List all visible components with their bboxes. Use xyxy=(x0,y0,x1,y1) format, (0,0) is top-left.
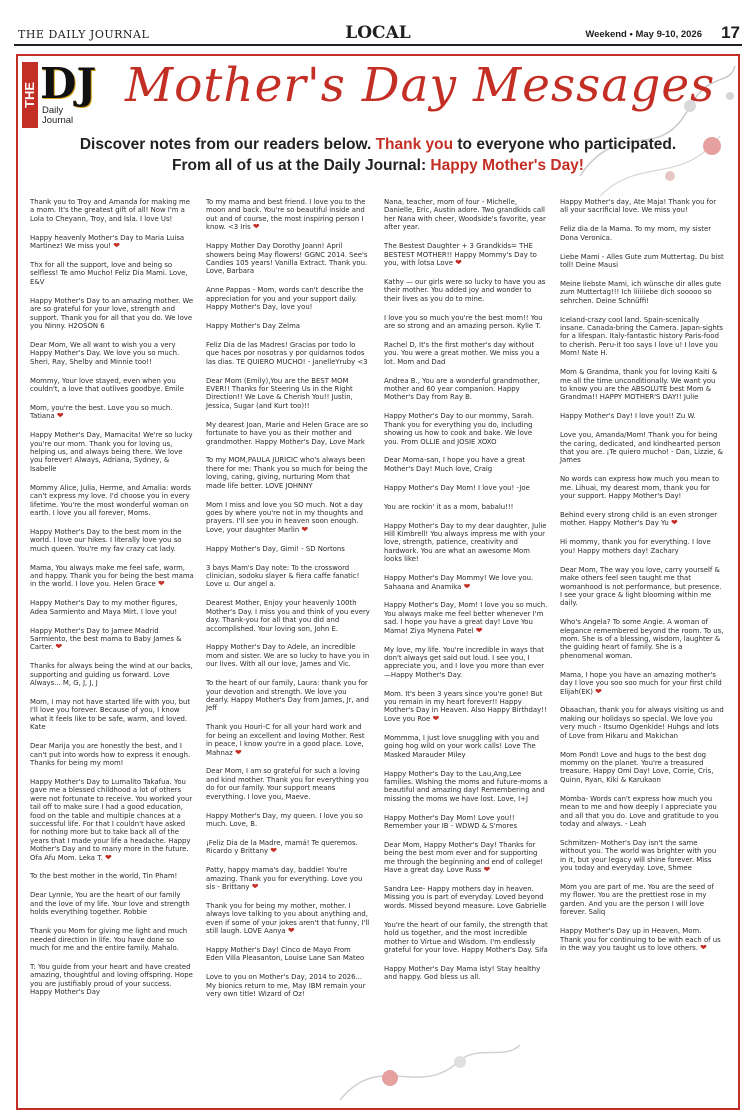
message-item xyxy=(384,278,548,303)
message-item xyxy=(206,643,370,668)
message-item xyxy=(560,883,724,917)
tagline-part1: Discover notes from our readers below. xyxy=(79,136,376,153)
message-text: Happy Mother's Day! Cinco de Mayo From Eden Villa Pleasanton, Louise Lane San Mateo xyxy=(206,946,365,963)
message-text: Meine liebste Mami, ich wünsche dir alles gute zum Muttertag!!! Ich liiiiiebe dich sooooo so sehrchen. Deine Schnüffi! xyxy=(560,279,722,305)
tagline-thank-you: Thank you xyxy=(375,136,454,153)
message-text: Mom. It's been 3 years since you're gone! But you remain in my heart forever!! Happy Mother's Day in Heaven. Also Happy Birthday!! Love you Roe xyxy=(384,689,547,723)
message-item xyxy=(384,503,548,511)
message-item xyxy=(30,198,194,223)
message-item xyxy=(560,431,724,465)
message-item xyxy=(30,377,194,394)
message-text: You're the heart of our family, the strength that hold us together, and the most incredible mother to Virtue and Wisdom. I'm endlessly grateful for your love. Happy Mother's Day. Sifa xyxy=(384,920,548,954)
message-text: Happy Mother's Day to my dear daughter, Julie Hill Kimbrell! You always impress me with your love, strength, patience, creativity and hardwork. You are what an awesome Mom looks like! xyxy=(384,521,547,564)
message-item xyxy=(384,484,548,492)
message-text: Mom, I may not have started life with you, but I'll love you forever. Because of you, I know what it feels like to be safe, warm, and loved. Kate xyxy=(30,698,191,732)
logo-line2: Journal xyxy=(42,115,74,126)
message-item xyxy=(30,484,194,518)
heart-icon: ❤ xyxy=(455,257,462,267)
message-text: Nana, teacher, mom of four - Michelle, Danielle, Eric, Austin adore. Two grandkids call her Nana with cheer, Woodside's favorite, year after year. xyxy=(384,198,546,232)
message-item xyxy=(206,902,370,936)
message-text: Kathy — our girls were so lucky to have you as their mother. You added joy and wonder to their lives as you do to mine. xyxy=(384,277,546,303)
message-text: Iceland-crazy cool land. Spain-scenically insane. Canada-bring the Camera. Japan-sights for a lifespan. Italy-fantastic history Paris-food to cherish. Peru-it too says I love u! I love you Mom! Nate H. xyxy=(560,315,724,358)
message-item xyxy=(384,574,548,591)
message-item xyxy=(384,965,548,982)
message-text: Happy Mother's Day, Gimi! - SD Nortons xyxy=(206,544,345,553)
message-item xyxy=(384,814,548,831)
message-text: Thx for all the support, love and being so selfless! Te amo Mucho! Feliz Dia Mami. Love, E&V xyxy=(30,261,188,286)
message-text: Andrea B., You are a wonderful grandmother, mother and 60 year companion. Happy Mother's Day from Ray B. xyxy=(384,376,540,402)
paper-name: THE DAILY JOURNAL xyxy=(18,28,150,41)
message-item xyxy=(560,368,724,402)
message-item xyxy=(206,341,370,366)
message-text: My dearest Joan, Marie and Helen Grace are so fortunate to have you as their mother and grandmother. Happy Mother's Day, Love Mark xyxy=(206,420,369,446)
message-text: Mama, I hope you have an amazing mother's day I love you soo soo much for your first child Elijah(EK) xyxy=(560,670,722,696)
message-text: Happy Mother's Day Mommy! We love you. Sahaana and Anamika xyxy=(384,574,534,591)
message-text: T: You guide from your heart and have created amazing, thoughtful and loving offspring. Hope you are justifiably proud of your success. Happy Mother's Day xyxy=(30,962,193,997)
message-item xyxy=(384,690,548,724)
heart-icon: ❤ xyxy=(113,241,120,251)
message-item xyxy=(30,261,194,286)
message-text: Happy Mother's Day to the Lau,Ang,Lee families. Wishing the moms and future-moms a beautiful and amazing day! Remembering and missing the moms we have lost. Love, I+J xyxy=(384,769,548,803)
message-item xyxy=(30,599,194,616)
message-text: Happy heavenly Mother's Day to Maria Luisa Martinez! We miss you! xyxy=(30,233,185,251)
daily-journal-logo xyxy=(22,59,104,132)
message-item xyxy=(384,198,548,232)
message-text: Patty, happy mama's day, baddie! You're amazing. Thank you for everything. Love you sis - Brittany xyxy=(206,866,363,891)
tagline-line2-text: From all of us at the Daily Journal: xyxy=(172,157,431,174)
message-text: Mom, you're the best. Love you so much. Tatiana xyxy=(30,403,173,421)
page-title: Mother's Day Messages xyxy=(125,58,716,113)
heart-icon: ❤ xyxy=(671,518,678,528)
message-item xyxy=(560,316,724,358)
message-item xyxy=(560,618,724,660)
message-text: Who's Angela? To some Angie. A woman of elegance remembered beyond the room. To us, mom. She is of a blessing, wisdom, laughter & the guiding heart of family. She is a phenomenal woman. xyxy=(560,618,724,660)
message-text: Love to you on Mother's Day, 2014 to 2026... My bionics return to me, May IBM remain your very own title! Wizard of Oz! xyxy=(206,973,366,999)
message-text: To my MOM,PAULA JURICIC who's always been there for me: Thank you so much for being the loving, caring, giving, nurturing Mom that made life better. LOVE JOHNNY xyxy=(206,456,368,490)
message-text: I love you so much you're the best mom!! You are so strong and an amazing person. Kylie T. xyxy=(384,313,543,330)
message-item xyxy=(30,742,194,767)
message-item xyxy=(206,198,370,232)
tagline-part2: to everyone who participated. xyxy=(453,136,677,153)
heart-icon: ❤ xyxy=(475,625,483,635)
message-item xyxy=(560,280,724,305)
message-item xyxy=(560,475,724,500)
message-item xyxy=(206,421,370,446)
message-item xyxy=(384,412,548,446)
message-text: Thank you Mom for giving me light and much needed direction in life. You have done so much for me and the entire family. Mahalo. xyxy=(30,927,188,952)
message-text: The Bestest Daughter + 3 Grandkids= THE BESTEST MOTHER!! Happy Mommy's Day to you, with lotsa Love xyxy=(384,242,537,267)
message-text: Obaachan, thank you for always visiting us and making our holidays so special. We love you very much - Itsumo Ogenkide! Huhgs and lots of Love from Hikaru and Makichan xyxy=(560,706,724,740)
message-item xyxy=(30,627,194,652)
message-item xyxy=(560,839,724,873)
message-item xyxy=(384,885,548,910)
message-text: Mom I miss and love you SO much. Not a day goes by where you're not in my thoughts and prayers. I'll see you in heaven soon enough. Love, your daughter Marlin xyxy=(206,500,364,534)
message-text: My love, my life. You're incredible in ways that don't always get said out loud. I see you, I appreciate you, and I love you more than ever—Happy Mother's Day. xyxy=(384,645,545,679)
message-item xyxy=(384,522,548,564)
tagline-greeting: Happy Mother's Day! xyxy=(430,157,584,174)
heart-icon: ❤ xyxy=(251,881,259,891)
message-item xyxy=(560,706,724,740)
message-text: ¡Feliz Dia de la Madre, mamá! Te queremos. Ricardo y Brittany xyxy=(206,838,358,856)
heart-icon: ❤ xyxy=(463,581,471,591)
message-text: Schmitzen- Mother's Day isn't the same without you. The world was brighter with you in it, but your legacy will shine forever. Miss you today and everyday. Love, Shmee xyxy=(560,838,717,873)
heart-icon: ❤ xyxy=(234,747,242,757)
message-text: Love you, Amanda/Mom! Thank you for being the caring, dedicated, and kindhearted person that you are. ¡Te quiero mucho! - Dan, Lizzie, & James xyxy=(560,431,724,465)
messages-column-1 xyxy=(30,198,194,1007)
heart-icon: ❤ xyxy=(700,942,707,952)
message-item xyxy=(384,341,548,366)
message-item xyxy=(384,734,548,759)
heart-icon: ❤ xyxy=(432,713,440,723)
dateline: Weekend • May 9-10, 2026 xyxy=(585,29,702,40)
tagline-line1 xyxy=(60,136,696,154)
message-item xyxy=(384,646,548,680)
message-text: To the heart of our family, Laura: thank you for your devotion and strength. We love you dearly. Happy Mother's Day from James, Jr, and Jeff xyxy=(206,679,369,713)
floral-swirl-decoration-bottom xyxy=(330,1040,530,1110)
message-text: Sandra Lee- Happy mothers day in heaven. Missing you is part of everyday. Loved beyond words. Missed beyond measure. Love Gabrielle xyxy=(384,885,547,910)
message-text: Dear Mom (Emily),You are the BEST MOM EVER!! Thanks for Steering Us in the Right Direction!! We Love & Cherish You!! Justin, Jessica, Sugar (and Kurt too)!! xyxy=(206,376,353,410)
message-item xyxy=(206,866,370,891)
message-text: Happy Mother Day Dorothy Joann! April showers being May flowers! GGNC 2014. See's Candies 105 years! Vanilla Extract. Thank you. Love, Barbara xyxy=(206,242,368,276)
messages-column-4 xyxy=(560,198,724,963)
message-item xyxy=(206,723,370,757)
message-item xyxy=(206,501,370,535)
message-item xyxy=(560,566,724,608)
message-item xyxy=(384,456,548,473)
message-item xyxy=(560,927,724,952)
message-item xyxy=(560,795,724,829)
logo-line1: Daily xyxy=(42,105,64,116)
message-text: Dear Moma-san, I hope you have a great Mother's Day! Much love, Craig xyxy=(384,456,526,473)
message-text: Dear Marija you are honestly the best, and I can't put into words how to express it enough. Thanks for being my mom! xyxy=(30,742,191,767)
message-item xyxy=(560,412,724,420)
message-text: Happy Mother's Day Mama isty! Stay healthy and happy. God bless us all. xyxy=(384,964,541,982)
message-text: To the best mother in the world, Tin Pham! xyxy=(30,872,178,881)
message-item xyxy=(206,812,370,829)
section-title: LOCAL xyxy=(345,23,411,43)
message-item xyxy=(206,322,370,330)
message-text: Happy Mother's Day to Jamee Madrid Sarmiento, the best mama to Baby James & Carter. xyxy=(30,626,182,652)
message-item xyxy=(560,253,724,270)
message-item xyxy=(30,564,194,589)
message-text: Happy Mother's Day to Adele, an incredible mom and sister. We are so lucky to have you in our lives. With all our love, James and Vic. xyxy=(206,643,370,669)
message-text: Mommy, Your love stayed, even when you couldn't, a love that outlives goodbye. Emile xyxy=(30,376,184,393)
message-text: Happy Mother's Day Mom! I love you! -Joe xyxy=(384,483,530,492)
message-item xyxy=(560,538,724,555)
message-item xyxy=(384,377,548,402)
logo-dj: DJ xyxy=(40,59,97,108)
message-item xyxy=(30,297,194,331)
heart-icon: ❤ xyxy=(595,686,602,696)
message-text: Dear Mom, I am so grateful for such a loving and kind mother. Thank you for everything you do for our family. Your support means everything. I love you, Maeve. xyxy=(206,767,369,801)
message-text: 3 bays Mam's Day note: To the crossword clinician, sodoku slayer & fiera caffe fanatic! Love u. Our angel a. xyxy=(206,563,360,589)
heart-icon: ❤ xyxy=(301,524,309,534)
message-text: Mama, You always make me feel safe, warm, and happy. Thank you for being the best mama in the world. I love you. Helen Grace xyxy=(30,563,194,589)
message-text: Happy Mother's Day, Mom! I love you so much. You always make me feel better whenever I'm sad. I hope you have a great day! Love You Mama! Ziya Mynena Patel xyxy=(384,601,548,635)
message-text: Hi mommy, thank you for everything. I love you! Happy mothers day! Zachary xyxy=(560,538,711,555)
message-item xyxy=(206,545,370,553)
message-text: Mom you are part of me. You are the seed of my flower. You are the prettiest rose in my garden. And you are the person I will love forever. Saliq xyxy=(560,882,714,917)
message-item xyxy=(206,599,370,633)
message-text: Happy Mother's Day to the best mom in the world. I love our hikes. I literally love you so much queen. You're my fav crazy cat lady. xyxy=(30,527,182,553)
message-text: Happy Mother's Day Mom! Love you!! Remember your IB - WDWD & S'mores xyxy=(384,813,518,831)
message-item xyxy=(30,963,194,997)
message-text: Happy Mother's Day! I love you!! Zu W. xyxy=(560,412,696,421)
message-text: Dear Mom, The way you love, carry yourself & make others feel seen taught me that womanhood is not performance, but presence. I see your grace & light blooming within me daily. xyxy=(560,565,722,608)
page-number: 17 xyxy=(721,23,740,42)
message-text: Happy Mother's Day to my mother figures, Adea Sarmiento and Maya Mirt. I love you! xyxy=(30,599,178,616)
message-item xyxy=(30,872,194,880)
message-item xyxy=(206,456,370,490)
heart-icon: ❤ xyxy=(252,222,260,232)
logo-the: THE xyxy=(22,62,38,128)
message-item xyxy=(30,927,194,952)
messages-column-3 xyxy=(384,198,548,992)
message-text: Thank you to Troy and Amanda for making me a mom. It's the greatest gift of all! Now I'm a Lola to Cheyann, Troy, and Isla. I love Us! xyxy=(30,198,191,223)
message-item xyxy=(560,751,724,785)
heart-icon: ❤ xyxy=(157,579,165,589)
message-text: Dearest Mother, Enjoy your heavenly 100th Mother's Day. I miss you and think of you every day. Thank-you for all that you did and accomplished. Your loving son, John E. xyxy=(206,599,370,633)
message-item xyxy=(30,698,194,732)
message-item xyxy=(384,921,548,955)
message-item xyxy=(30,431,194,473)
message-text: Happy Mother's day, Ate Maja! Thank you for all your sacrificial love. We miss you! xyxy=(560,198,717,215)
heart-icon: ❤ xyxy=(105,852,112,862)
message-item xyxy=(30,662,194,687)
message-item xyxy=(30,891,194,916)
heart-icon: ❤ xyxy=(55,642,63,652)
message-text: You are rockin' it as a mom, babalu!!! xyxy=(384,502,514,511)
message-item xyxy=(30,234,194,251)
message-text: Mommy Alice, Julia, Herme, and Amalia: words can't express my love. I'd choose you in every lifetime. You're the most wonderful woman on earth. I love you all forever, Moms. xyxy=(30,483,191,517)
message-item xyxy=(206,377,370,411)
message-text: Mom Pond! Love and hugs to the best dog mommy on the planet. You're a treasured treasure. Happy Omi Day! Love, Corrie, Cris, Quinn, Ryan, Kiki & Karukaon xyxy=(560,750,714,784)
messages-column-2 xyxy=(206,198,370,1009)
message-text: To my mama and best friend. I love you to the moon and back. You're so beautiful inside and out and of course, the most inspiring person I know. <3 Iris xyxy=(206,198,366,232)
message-item xyxy=(384,601,548,635)
message-text: Rachel D, It's the first mother's day without you. You were a great mother. We miss you a lot. Mom and Dad xyxy=(384,340,540,366)
message-item xyxy=(206,286,370,311)
message-text: Happy Mother's Day, my queen. I love you so much. Love, B. xyxy=(206,811,363,828)
message-text: Thanks for always being the wind at our backs, supporting and guiding us forward. Love Always... M, G, J, J, J xyxy=(30,662,193,688)
message-text: Momba- Words can't express how much you mean to me and how deeply I appreciate you and all that you do. Love and gratitude to you today and always. - Leah xyxy=(560,794,719,828)
message-item xyxy=(206,946,370,963)
message-text: Happy Mother's Day up in Heaven, Mom. Thank you for continuing to be with each of us in the way you taught us to love others. xyxy=(560,927,721,952)
message-text: Anne Pappas - Mom, words can't describe the appreciation for you and your support daily. Happy Mother's Day, love you! xyxy=(206,286,364,312)
page-header xyxy=(14,22,742,46)
heart-icon: ❤ xyxy=(287,926,295,936)
heart-icon: ❤ xyxy=(270,846,277,856)
message-item xyxy=(206,679,370,713)
heart-icon: ❤ xyxy=(483,865,491,875)
message-item xyxy=(30,528,194,553)
message-item xyxy=(560,671,724,696)
message-text: No words can express how much you mean to me. Lihuai, my dearest mom, thank you for your support. Happy Mother's Day! xyxy=(560,475,720,501)
message-item xyxy=(30,778,194,862)
message-text: Dear Lynnie, You are the heart of our family and the love of my life. Your love and strength holds everything together. Robbie xyxy=(30,891,190,917)
message-text: Dear Mom, We all want to wish you a very Happy Mother's Day. We love you so much. Sheri, Ray, Shelby and Minnie too!! xyxy=(30,340,180,366)
message-item xyxy=(560,225,724,242)
message-text: Thank you Houri-C for all your hard work and for being an excellent and loving Mother. Rest in peace, I know you're in a good place. Love, Mahnaz xyxy=(206,723,365,757)
message-item xyxy=(206,839,370,856)
message-text: Liebe Mami - Alles Gute zum Muttertag. Du bist toll! Deine Mausi xyxy=(560,252,724,270)
logo-subtitle xyxy=(42,106,73,126)
message-item xyxy=(560,511,724,528)
message-text: Mommma, I just love snuggling with you and going hog wild on your work calls! Love The Masked Marauder Miley xyxy=(384,733,539,759)
message-text: Happy Mother's Day Zelma xyxy=(206,321,301,330)
message-text: Happy Mother's Day, Mamacita! We're so lucky you're our mom. Thank you for loving us, helping us, and always being there. We love you forever! Always, Adriana, Sydney, & Isabelle xyxy=(30,431,193,473)
message-text: Feliz Dia de las Madres! Gracias por todo lo que haces por nosotras y por quidarnos todos las dias. TE QUIERO MUCHO! - JanelleYruby <3 xyxy=(206,340,368,366)
message-item xyxy=(206,973,370,998)
heart-icon: ❤ xyxy=(56,411,64,421)
message-text: Behind every strong child is an even stronger mother. Happy Mother's Day Yu xyxy=(560,511,718,528)
message-text: Happy Mother's Day to an amazing mother. We are so grateful for your love, strength and support. Thank you for all that you do. We love you Ninny. H2OSON 6 xyxy=(30,296,194,330)
message-text: Happy Mother's Day to Lumalito Takafua. You gave me a blessed childhood a lot of others were not fortunate to receive. You worked your tail off to make sure I had a good education, food on the table and multiple chances at a successful life. For that I couldn't have asked for nothing more but to take back all of the years that I made your life a headache. Happy Mother's Day and to many more in the future. Ofa Afu Mom. Leka T. xyxy=(30,777,193,862)
message-text: Thank you for being my mother, mother. I always love talking to you about anything and, even if some of your jokes aren't that funny, I'll still laugh. LOVE Aanya xyxy=(206,901,370,936)
message-item xyxy=(384,242,548,267)
message-item xyxy=(384,314,548,331)
message-text: Dear Mom, Happy Mother's Day! Thanks for being the best mom ever and for supporting me through the beginning and end of college! Have a great day. Love Russ xyxy=(384,840,543,875)
tagline-line2 xyxy=(60,157,696,175)
message-item xyxy=(206,564,370,589)
message-item xyxy=(384,770,548,804)
message-text: Feliz dia de la Mama. To my mom, my sister Dona Veronica. xyxy=(560,225,712,242)
message-item xyxy=(206,767,370,801)
message-item xyxy=(384,841,548,875)
message-item xyxy=(560,198,724,215)
message-item xyxy=(206,242,370,276)
message-item xyxy=(30,404,194,421)
message-text: Mom & Grandma, thank you for loving Kaiti & me all the time unconditionally. We want you to know you are the ABSOLUTE best Mom & Grandma!! HAPPY MOTHER'S DAY!! Julie xyxy=(560,368,718,402)
message-text: Happy Mother's Day to our mommy, Sarah. Thank you for everything you do, including showing us how to cook and bake. We love you. From OLLIE and JOSIE XOXO xyxy=(384,412,534,446)
message-item xyxy=(30,341,194,366)
